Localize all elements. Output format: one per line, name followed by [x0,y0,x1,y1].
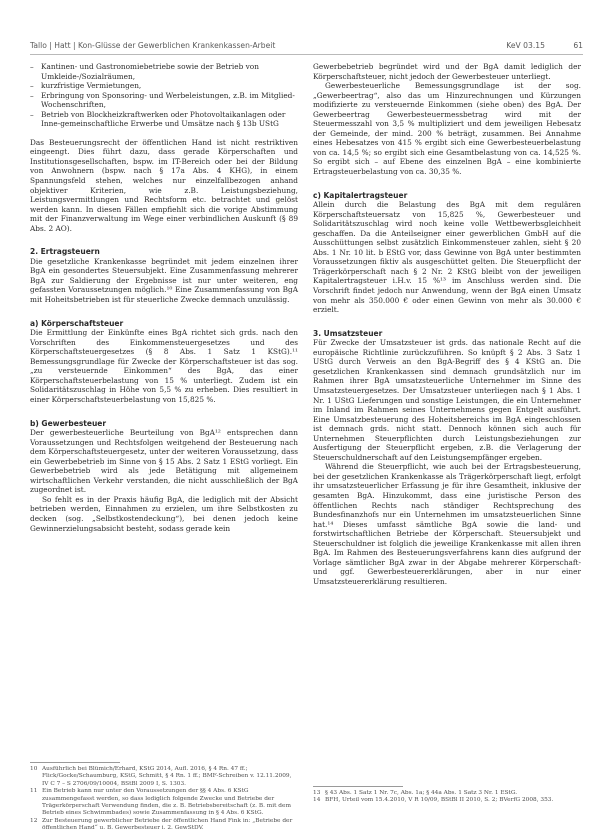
bullet-dash: – [30,109,34,119]
section-heading: 3. Umsatzsteuer [313,328,383,338]
footnote-number: 12 [30,817,38,824]
footnotes-right [313,790,581,805]
bullet-text: Erbringung von Sponsoring- und Werbeleistungen, z.B. im Mitglied-Wochenschriften, [41,90,295,110]
paragraph: Das Besteuerungsrecht der öffentlichen Hand ist nicht restriktiven eingeengt. Dies führt dazu, dass gerade Körperschaften und Institutionsgesellschaften, bspw. im IT-Bereich oder bei der Bildung von Anwohnern (bspw. nach § 17a Abs. 4 KHG), in einem Spannungsfeld stehen, welches nur einzelfallbezogen anhand objektiver Kriterien, wie z.B. Leistungsbeziehung, Leistungsvermittlungen und Rechtsform etc. betrachtet und gelöst werden kann. In diesen Fällen empfiehlt sich die vorige Abstimmung mit der Finanzverwaltung im Wege einer verbindlichen Auskunft (§ 89 Abs. 2 AO). [30,137,298,233]
section-heading: b) Gewerbesteuer [30,418,107,428]
paragraph: Die gesetzliche Krankenkasse begründet mit jedem einzelnen ihrer BgA ein gesondertes Steuersubjekt. Eine Zusammenfassung mehrerer BgA zur Saldierung der Ergebnisse ist nur unter weiteren, eng gefassten Voraussetzungen möglich.¹⁰ Eine Zusammenfassung von BgA mit Hoheitsbetrieben ist für steuerliche Zwecke demnach unzulässig. [30,256,298,305]
running-header [30,38,583,55]
footnote-text: BFH, Urteil vom 15.4.2010, V R 10/09, BStBl II 2010, S. 2; BVerfG 2008, 353. [325,797,554,804]
footnote-separator [30,762,120,763]
footnotes-left [30,766,298,833]
bullet-dash: – [30,62,34,71]
list-item [30,91,298,110]
section-heading: a) Körperschaftsteuer [30,318,124,328]
footnote [30,788,298,818]
footnote-text: Ausführlich bei Blümich/Erhard, KStG 2014, Aufl. 2016, § 4 Rn. 47 ff.; Flick/Gocke/Schaumburg, KStG, Schmitt, § 4 Rn. 1 ff.; BMF-Schreiben v. 12.11.2009, IV C 7 – S 2706/09/10004, BStBl 2009 I, S. 1303. [42,766,292,787]
footnote [30,766,298,788]
list-item [30,110,298,120]
header-journal-page [506,41,583,50]
list-item [30,62,298,81]
bullet-text: Betrieb von Blockheizkraftwerken oder Photovoltaikanlagen oder [41,109,286,119]
footnote-number: 10 [30,766,38,772]
section-heading: c) Kapitalertragsteuer [313,190,408,200]
footnote-number: 13 [313,790,321,796]
footnote [30,818,298,833]
footnote-number: 11 [30,788,38,795]
paragraph: Während die Steuerpflicht, wie auch bei der Ertragsbesteuerung, bei der gesetzlichen Krankenkasse als Trägerkörperschaft liegt, erfolgt ihr umsatzsteuerlicher Erfassung je für ihre Gesamtheit, inklusive der gesamten BgA. Hinzukommt, dass eine juristische Person des öffentlichen Rechts nach ständiger Rechtsprechung des Bundesfinanzhofs nur ein Unternehmen im umsatzsteuerlichen Sinne hat.¹⁴ Dieses umfasst sämtliche BgA sowie die land- und forstwirtschaftlichen Betriebe der Körperschaft. Steuersubjekt und Steuerschuldner ist folglich die jeweilige Krankenkasse mit allen ihren BgA. Im Rahmen des Besteuerungsverfahrens kann dies aufgrund der Vorlage sämtlicher BgA zwar in der Abgabe mehrerer Körperschaft- und ggf. Gewerbesteuererklärungen, aber in nur einer Umsatzsteuererklärung resultieren. [313,462,581,586]
paragraph: So fehlt es in der Praxis häufig BgA, die lediglich mit der Absicht betrieben werden, Einnahmen zu erzielen, um ihre Selbstkosten zu decken (sog. „Selbstkostendeckung“), bei denen jedoch keine Gewinnerzielungsabsicht besteht, sodass gerade kein [30,494,298,533]
header-journal: KeV 03.15 [506,41,545,50]
paragraph: Gewerbesteuerliche Bemessungsgrundlage ist der sog. „Gewerbeertrag“, also das um Hinzurechnungen und Kürzungen modifizierte zu versteuernde Einkommen (siehe oben) des BgA. Der Gewerbeertrag Gewerbesteuermessbetrag wird mit der Steuermesszahl von 3,5 % multipliziert und dem jeweiligen Hebesatz der Gemeinde, der mind. 200 % beträgt, zusammen. Bei Annahme eines Hebesatzes von 415 % ergibt sich eine Gewerbesteuerbelastung von ca. 14,5 %; so ergibt sich eine Gesamtbelastung von ca. 14,525 %. So ergibt sich – auf Ebene des einzelnen BgA – eine kombinierte Ertragsteuerbelastung von ca. 30,35 %. [313,81,581,177]
bullet-dash: – [30,81,34,91]
bullet-text: Inne-gemeinschaftliche Erwerbe und Umsätze nach § 13b UStG [41,119,279,129]
footnote [313,797,581,804]
footnote-text: § 43 Abs. 1 Satz 1 Nr. 7c, Abs. 1a; § 44a Abs. 1 Satz 3 Nr. 1 EStG. [325,790,518,796]
footnote-number: 14 [313,797,321,804]
paragraph: Für Zwecke der Umsatzsteuer ist grds. das nationale Recht auf die europäische Richtlinie zurückzuführen. So knüpft § 2 Abs. 3 Satz 1 UStG durch Verweis an den BgA-Begriff des § 4 KStG an. Die gesetzlichen Krankenkassen sind demnach grundsätzlich nur im Rahmen ihrer BgA umsatzsteuerliche Unternehmer im Sinne des Umsatzsteuergesetzes. Der Umsatzsteuer unterliegen nach § 1 Abs. 1 Nr. 1 UStG Lieferungen und sonstige Leistungen, die ein Unternehmer im Inland im Rahmen seines Unternehmens gegen Entgelt ausführt. Eine Umsatzbesteuerung des Hoheitsbereichs im BgA eingeschlossen ist demnach grds. nicht statt. Dennoch können sich auch für Unternehmen Steuerpflichten durch Leistungsbeziehungen zur Ausfertigung der Steuerpflicht ergeben, z.B. die Verlagerung der Steuerschuldnerschaft auf den Leistungsempfänger ergeben. [313,338,581,462]
bullet-text: kurzfristige Vermietungen, [41,81,142,91]
footnote-text: Ein Betrieb kann nur unter den Voraussetzungen der §§ 4 Abs. 6 KStG zusammengefasst werden, so dass lediglich folgende Zwecke und Betriebe der Trägerkörperschaft Verwendung finden, die z. B. Betriebsbereitschaft (z. B. mit dem Betrieb eines Schwimmbades) sowie Zusammenfassung in § 4 Abs. 6 KStG. [42,788,291,817]
paragraph: Allein durch die Belastung des BgA mit dem regulären Körperschaftsteuersatz von 15,825 %, Gewerbesteuer und Solidaritätszuschlag wird noch keine volle Wettbewerbsgleichheit geschaffen. Da die Anteilseigner einer gewerblichen GmbH auf die Ausschüttungen selbst zusätzlich Einkommensteuer zahlen, sieht § 20 Abs. 1 Nr. 10 lit. b EStG vor, dass Gewinne von BgA unter bestimmten Voraussetzungen fiktiv als ausgeschüttet gelten. Die Steuerpflicht der Trägerkörperschaft nach § 2 Nr. 2 KStG bleibt von der jeweiligen Kapitalertragsteuer i.H.v. 15 %¹³ im Anschluss werden sind. Die Vorschrift findet jedoch nur Anwendung, wenn der BgA einen Umsatz von mehr als 350.000 € oder einen Gewinn von mehr als 30.000 € erzielt. [313,200,581,315]
header-title: Tallo | Hatt | Kon-Glüsse der Gewerblichen Krankenkassen-Arbeit [30,41,276,50]
bullet-text: Kantinen- und Gastronomiebetriebe sowie der Betrieb von Umkleide-/Sozialräumen, [41,62,259,81]
paragraph: Die Ermittlung der Einkünfte eines BgA richtet sich grds. nach den Vorschriften des Einkommensteuergesetzes und des Körperschaftsteuergesetzes (§ 8 Abs. 1 Satz 1 KStG).¹¹ Bemessungsgrundlage für Zwecke der Körperschaftsteuer ist das sog. „zu versteuernde Einkommen“ des BgA, das einer Körperschaftsteuerbelastung von 15 % unterliegt. Zudem ist ein Solidaritätszuschlag in Höhe von 5,5 % zu erheben. Dies resultiert in einer Körperschaftsteuerbelastung von 15,825 %. [30,328,298,404]
paragraph: Der gewerbesteuerliche Beurteilung von BgA¹² entsprechen dann Voraussetzungen und Rechtsfolgen weitgehend der Besteuerung nach dem Körperschaftsteuergesetz, unter der weiteren Voraussetzung, dass ein Gewerbebetrieb im Sinne von § 15 Abs. 2 Satz 1 EStG vorliegt. Ein Gewerbebetrieb wird als jede Betätigung mit allgemeinem wirtschaftlichen Verkehr verstanden, die nicht ausschließlich der BgA zugeordnet ist. [30,428,298,495]
page-number: 61 [573,41,583,50]
right-column [313,62,581,586]
list-item [30,81,298,91]
paragraph: Gewerbebetrieb begründet wird und der BgA damit lediglich der Körperschaftsteuer, nicht jedoch der Gewerbesteuer unterliegt. [313,62,581,81]
list-item [30,119,298,129]
left-column [30,62,298,533]
bullet-dash: – [30,90,34,100]
section-heading: 2. Ertragsteuern [30,247,100,257]
footnote-text: Zur Besteuerung gewerblicher Betriebe der öffentlichen Hand Fink in: „Betriebe der öffentlichen Hand“ u. B. Gewerbesteuer i. 2. GewStDV. [42,817,293,832]
footnote-separator [313,786,403,787]
footnote [313,790,581,797]
